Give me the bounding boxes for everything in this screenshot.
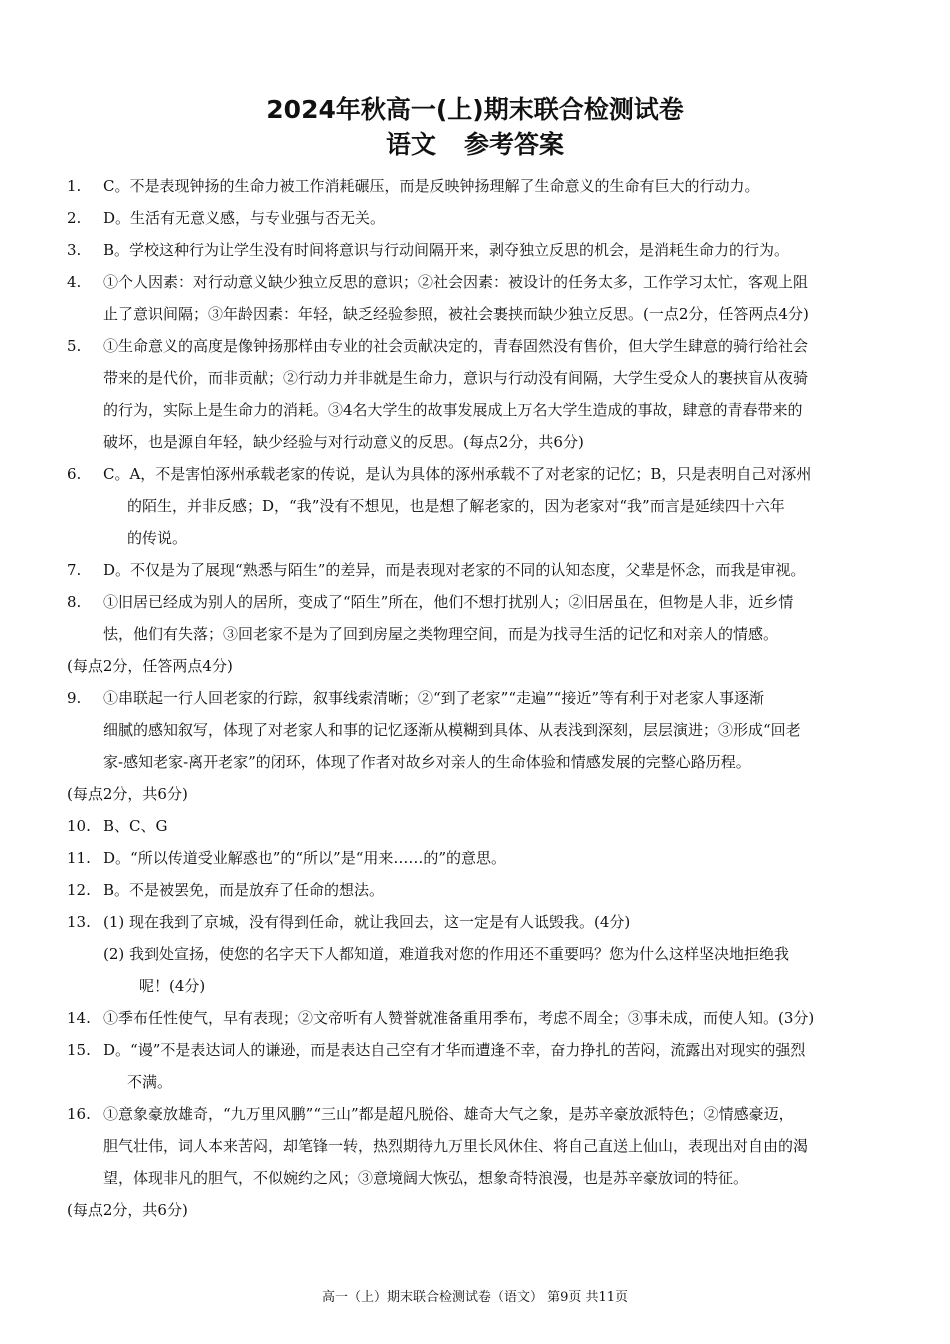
answer-number: 12.	[67, 881, 91, 899]
answer-number: 8.	[67, 593, 82, 611]
answer-line: ①意象豪放雄奇，“九万里风鹏”“三山”都是超凡脱俗、雄奇大气之象，是苏辛豪放派特色；②情感豪迈，	[103, 1105, 794, 1123]
answer-number: 9.	[67, 689, 82, 707]
answer-item	[0, 1098, 950, 1226]
answer-number: 15.	[67, 1041, 91, 1059]
answer-subline: (2) 我到处宣扬，使您的名字天下人都知道，难道我对您的作用还不重要吗？您为什么这样坚决地拒绝我	[103, 945, 790, 963]
answer-item	[0, 874, 950, 906]
answer-line: 止了意识间隔；③年龄因素：年轻，缺乏经验参照，被社会裹挟而缺少独立反思。(一点2分，任答两点4分)	[103, 305, 809, 323]
answer-line: 细腻的感知叙写，体现了对老家人和事的记忆逐渐从模糊到具体、从表浅到深刻，层层演进；③形成“回老	[103, 721, 801, 739]
answer-number: 2.	[67, 209, 82, 227]
answer-number: 1.	[67, 177, 82, 195]
page-subtitle	[0, 130, 950, 160]
answer-item	[0, 170, 950, 202]
answer-line: B、C、G	[103, 817, 168, 835]
answer-list	[0, 170, 950, 1226]
answer-line: ①个人因素：对行动意义缺少独立反思的意识；②社会因素：被设计的任务太多，工作学习太忙，客观上阻	[103, 273, 809, 291]
answer-number: 11.	[67, 849, 91, 867]
answer-line: B。学校这种行为让学生没有时间将意识与行动间隔开来，剥夺独立反思的机会，是消耗生命力的行为。	[103, 241, 790, 259]
answer-item	[0, 234, 950, 266]
answer-line: 胆气壮伟，词人本来苦闷，却笔锋一转，热烈期待九万里长风休住、将自己直送上仙山，表现出对自由的渴	[103, 1137, 809, 1155]
score-note: (每点2分，任答两点4分)	[67, 657, 233, 675]
answer-line: 破坏，也是源自年轻，缺少经验与对行动意义的反思。(每点2分，共6分)	[103, 433, 584, 451]
answer-line: 的行为，实际上是生命力的消耗。③4名大学生的故事发展成上万名大学生造成的事故，肆意的青春带来的	[103, 401, 803, 419]
answer-line: ①旧居已经成为别人的居所，变成了“陌生”所在，他们不想打扰别人；②旧居虽在，但物是人非，近乡情	[103, 593, 794, 611]
page-title: 2024年秋高一(上)期末联合检测试卷	[266, 95, 684, 124]
answer-key-label: 参考答案	[464, 130, 565, 159]
answer-item	[0, 842, 950, 874]
answer-line: D。“所以传道受业解惑也”的“所以”是“用来……的”的意思。	[103, 849, 507, 867]
answer-line: 的陌生，并非反感；D，“我”没有不想见，也是想了解老家的，因为老家对“我”而言是延续四十六年	[127, 497, 785, 515]
answer-item	[0, 682, 950, 810]
answer-line: 带来的是代价，而非贡献；②行动力并非就是生命力，意识与行动没有间隔，大学生受众人的裹挟盲从夜骑	[103, 369, 809, 387]
answer-number: 7.	[67, 561, 82, 579]
answer-number: 3.	[67, 241, 82, 259]
answer-subline: 呢！(4分)	[139, 977, 206, 995]
answer-line: (1) 现在我到了京城，没有得到任命，就让我回去，这一定是有人诋毁我。(4分)	[103, 913, 631, 931]
answer-line: ①季布任性使气，早有表现；②文帝听有人赞誉就准备重用季布，考虑不周全；③事未成，而使人知。(3分)	[103, 1009, 815, 1027]
answer-item	[0, 906, 950, 1002]
page-footer: 高一（上）期末联合检测试卷（语文） 第9页 共11页	[321, 1290, 629, 1305]
answer-line: D。“谩”不是表达词人的谦逊，而是表达自己空有才华而遭逢不幸，奋力挣扎的苦闷，流露出对现实的强烈	[103, 1041, 806, 1059]
answer-line: B。不是被罢免，而是放弃了任命的想法。	[103, 881, 385, 899]
answer-line: C。A，不是害怕涿州承载老家的传说，是认为具体的涿州承载不了对老家的记忆；B，只是表明自己对涿州	[103, 465, 812, 483]
answer-item	[0, 586, 950, 682]
score-note: (每点2分，共6分)	[67, 1201, 188, 1219]
answer-number: 14.	[67, 1009, 91, 1027]
answer-item	[0, 330, 950, 458]
subject-label: 语文	[385, 130, 436, 159]
answer-line: D。生活有无意义感，与专业强与否无关。	[103, 209, 386, 227]
score-note: (每点2分，共6分)	[67, 785, 188, 803]
answer-item	[0, 458, 950, 554]
answer-line: 的传说。	[127, 529, 188, 547]
answer-number: 10.	[67, 817, 91, 835]
answer-item	[0, 1002, 950, 1034]
answer-item	[0, 266, 950, 330]
answer-line: D。不仅是为了展现“熟悉与陌生”的差异，而是表现对老家的不同的认知态度，父辈是怀念，而我是审视。	[103, 561, 806, 579]
answer-line: C。不是表现钟扬的生命力被工作消耗碾压，而是反映钟扬理解了生命意义的生命有巨大的行动力。	[103, 177, 760, 195]
answer-number: 6.	[67, 465, 82, 483]
answer-item	[0, 554, 950, 586]
answer-item	[0, 810, 950, 842]
answer-line: 不满。	[127, 1073, 173, 1091]
answer-number: 5.	[67, 337, 82, 355]
answer-line: 家-感知老家-离开老家”的闭环，体现了作者对故乡对亲人的生命体验和情感发展的完整心路历程。	[103, 753, 751, 771]
answer-line: ①生命意义的高度是像钟扬那样由专业的社会贡献决定的，青春固然没有售价，但大学生肆意的骑行给社会	[103, 337, 809, 355]
answer-line: 望，体现非凡的胆气，不似婉约之风；③意境阔大恢弘，想象奇特浪漫，也是苏辛豪放词的特征。	[103, 1169, 749, 1187]
answer-item	[0, 202, 950, 234]
answer-number: 4.	[67, 273, 82, 291]
answer-line: ①串联起一行人回老家的行踪，叙事线索清晰；②“到了老家”“走遍”“接近”等有利于对老家人事逐渐	[103, 689, 765, 707]
answer-line: 怯，他们有失落；③回老家不是为了回到房屋之类物理空间，而是为找寻生活的记忆和对亲人的情感。	[103, 625, 779, 643]
answer-number: 16.	[67, 1105, 91, 1123]
answer-number: 13.	[67, 913, 91, 931]
answer-item	[0, 1034, 950, 1098]
